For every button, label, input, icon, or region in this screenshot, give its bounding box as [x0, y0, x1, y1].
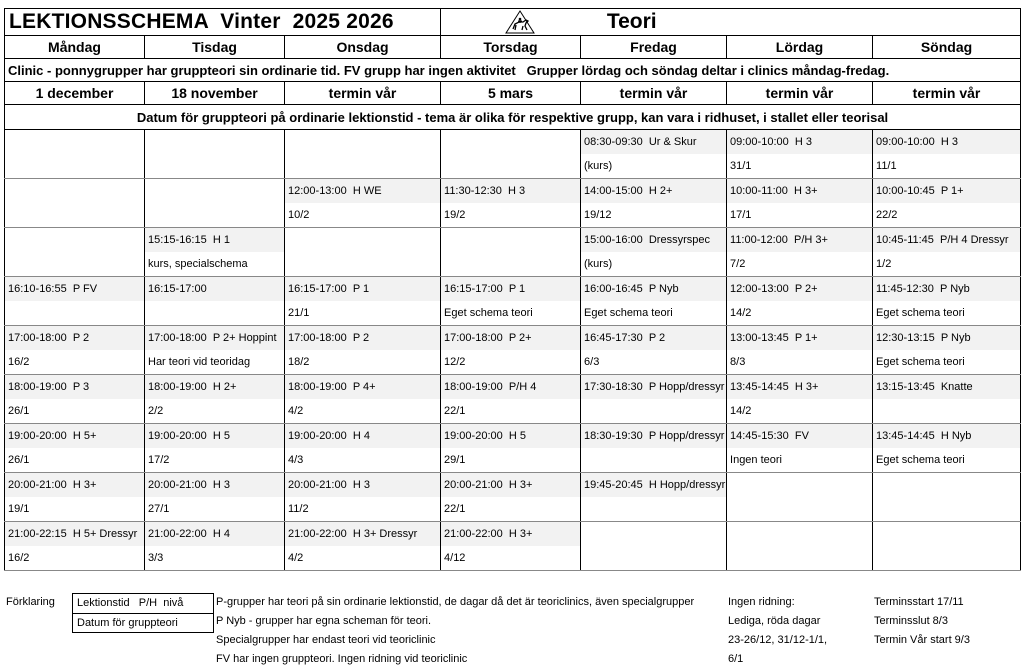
schedule-cell	[727, 375, 873, 424]
lesson-time	[145, 179, 284, 203]
theory-date: 26/1	[8, 405, 30, 417]
lesson-time: 13:00-13:45 P 1+	[727, 326, 872, 350]
schedule-cell	[285, 228, 441, 277]
theory-date	[5, 252, 144, 276]
schedule-row	[5, 522, 1021, 571]
schedule-row	[5, 179, 1021, 228]
schedule-cell	[873, 326, 1021, 375]
schedule-cell	[873, 375, 1021, 424]
datum-note: Datum för gruppteori på ordinarie lektionstid - tema är olika för respektive grupp, kan vara i ridhuset, i stallet eller teorisal	[5, 105, 1021, 130]
schedule-cell	[441, 228, 581, 277]
lesson-time	[5, 130, 144, 154]
lesson-time: 09:00-10:00 H 3	[727, 130, 872, 154]
schedule-cell	[285, 277, 441, 326]
lesson-time	[285, 130, 440, 154]
termin-text: Terminsslut 8/3	[874, 615, 948, 627]
theory-date: 19/1	[8, 503, 30, 515]
lesson-time: 21:00-22:00 H 4	[145, 522, 284, 546]
theory-date: 4/2	[288, 552, 304, 564]
schedule-cell	[727, 473, 873, 522]
lesson-time: 21:00-22:00 H 3+ Dressyr	[285, 522, 440, 546]
theory-date: Eget schema teori	[876, 307, 965, 319]
theory-date	[441, 154, 580, 178]
theory-date: 4/2	[288, 405, 304, 417]
lesson-time: 16:15-17:00 P 1	[285, 277, 440, 301]
theory-date	[5, 301, 144, 325]
lesson-time	[873, 473, 1020, 497]
schedule-cell	[145, 130, 285, 179]
theory-date: 18/2	[288, 356, 310, 368]
lesson-time: 18:00-19:00 H 2+	[145, 375, 284, 399]
theory-date: 29/1	[444, 454, 466, 466]
lesson-time: 11:30-12:30 H 3	[441, 179, 580, 203]
footer-note: P-grupper har teori på sin ordinarie lektionstid, de dagar då det är teoriclinics, även specialgrupper	[216, 596, 695, 608]
lesson-time: 19:00-20:00 H 5+	[5, 424, 144, 448]
theory-date	[873, 399, 1020, 423]
lesson-time: 16:10-16:55 P FV	[5, 277, 144, 301]
theory-date: Har teori vid teoridag	[148, 356, 251, 368]
lesson-time: 15:00-16:00 Dressyrspec	[581, 228, 726, 252]
schedule-cell	[145, 522, 285, 571]
lesson-time	[727, 522, 872, 546]
lesson-time: 20:00-21:00 H 3	[145, 473, 284, 497]
schedule-cell	[145, 424, 285, 473]
schedule-row	[5, 326, 1021, 375]
schedule-cell	[581, 228, 727, 277]
theory-date	[581, 448, 726, 472]
lesson-time: 12:00-13:00 H WE	[285, 179, 440, 203]
lesson-time: 11:00-12:00 P/H 3+	[727, 228, 872, 252]
lesson-time: 13:45-14:45 H Nyb	[873, 424, 1020, 448]
schedule-cell	[441, 375, 581, 424]
schedule-cell	[873, 179, 1021, 228]
lesson-time	[581, 522, 726, 546]
date-wednesday: termin vår	[285, 82, 441, 105]
lesson-time: 14:00-15:00 H 2+	[581, 179, 726, 203]
date-friday: termin vår	[581, 82, 727, 105]
footer-note: Specialgrupper har endast teori vid teoriclinic	[216, 634, 436, 646]
schedule-cell	[145, 228, 285, 277]
theory-date: 2/2	[148, 405, 164, 417]
lesson-time: 16:15-17:00	[145, 277, 284, 301]
theory-date: 4/3	[288, 454, 304, 466]
lesson-time: 18:00-19:00 P 4+	[285, 375, 440, 399]
day-header-tuesday: Tisdag	[145, 36, 285, 59]
theory-date: 6/3	[584, 356, 600, 368]
schedule-cell	[5, 277, 145, 326]
theory-date: 26/1	[8, 454, 30, 466]
lesson-time: 18:30-19:30 P Hopp/dressyr	[581, 424, 726, 448]
lesson-time	[5, 228, 144, 252]
lesson-time: 20:00-21:00 H 3+	[5, 473, 144, 497]
schedule-row	[5, 375, 1021, 424]
schedule-cell	[873, 228, 1021, 277]
theory-date: 8/3	[730, 356, 746, 368]
date-thursday: 5 mars	[441, 82, 581, 105]
lesson-time: 21:00-22:15 H 5+ Dressyr	[5, 522, 144, 546]
theory-date	[873, 497, 1020, 521]
day-header-sunday: Söndag	[873, 36, 1021, 59]
schedule-row	[5, 277, 1021, 326]
schedule-cell	[581, 277, 727, 326]
theory-date: 16/2	[8, 356, 30, 368]
theory-date: 17/2	[148, 454, 170, 466]
schedule-cell	[441, 277, 581, 326]
schedule-cell	[581, 424, 727, 473]
title-cell	[5, 9, 441, 36]
theory-date: 14/2	[730, 405, 752, 417]
schedule-cell	[727, 179, 873, 228]
theory-date	[145, 203, 284, 227]
subtitle-cell	[441, 9, 1021, 36]
theory-date	[5, 154, 144, 178]
date-tuesday: 18 november	[145, 82, 285, 105]
day-header-thursday: Torsdag	[441, 36, 581, 59]
theory-date: 17/1	[730, 209, 752, 221]
lesson-time: 15:15-16:15 H 1	[145, 228, 284, 252]
ingen-ridning-text: Ingen ridning:	[728, 596, 795, 608]
theory-date: 19/12	[584, 209, 612, 221]
schedule-cell	[5, 424, 145, 473]
lesson-time: 13:15-13:45 Knatte	[873, 375, 1020, 399]
schedule-cell	[5, 375, 145, 424]
day-header-saturday: Lördag	[727, 36, 873, 59]
lesson-time	[441, 130, 580, 154]
theory-date: Eget schema teori	[876, 356, 965, 368]
lesson-time	[873, 522, 1020, 546]
theory-date: 4/12	[444, 552, 466, 564]
theory-date: 22/2	[876, 209, 898, 221]
lesson-time: 08:30-09:30 Ur & Skur	[581, 130, 726, 154]
theory-date: 31/1	[730, 160, 752, 172]
date-saturday: termin vår	[727, 82, 873, 105]
lesson-time: 17:00-18:00 P 2	[5, 326, 144, 350]
schedule-cell	[145, 473, 285, 522]
theory-date: 14/2	[730, 307, 752, 319]
schedule-cell	[285, 424, 441, 473]
forklaring-label: Förklaring	[6, 596, 55, 608]
date-sunday: termin vår	[873, 82, 1021, 105]
theory-date: (kurs)	[584, 258, 613, 270]
schedule-cell	[285, 473, 441, 522]
theory-date: 16/2	[8, 552, 30, 564]
legend-divider	[73, 613, 213, 614]
schedule-cell	[873, 522, 1021, 571]
legend-line-1: Lektionstid P/H nivå	[77, 597, 184, 609]
lesson-time	[145, 130, 284, 154]
theory-date: 1/2	[876, 258, 892, 270]
theory-date: 11/2	[288, 503, 309, 515]
schedule-cell	[581, 375, 727, 424]
theory-date: Eget schema teori	[876, 454, 965, 466]
schedule-row	[5, 473, 1021, 522]
schedule-cell	[727, 228, 873, 277]
schedule-cell	[5, 228, 145, 277]
page-title: LEKTIONSSCHEMA Vinter 2025 2026	[9, 10, 394, 33]
schedule-cell	[285, 130, 441, 179]
lesson-time: 19:00-20:00 H 4	[285, 424, 440, 448]
schedule-cell	[581, 179, 727, 228]
schedule-cell	[441, 424, 581, 473]
lesson-time: 16:00-16:45 P Nyb	[581, 277, 726, 301]
lesson-time: 19:00-20:00 H 5	[441, 424, 580, 448]
theory-date	[145, 301, 284, 325]
schedule-cell	[581, 326, 727, 375]
lesson-time: 14:45-15:30 FV	[727, 424, 872, 448]
theory-date	[581, 399, 726, 423]
lesson-time	[727, 473, 872, 497]
schedule-cell	[5, 326, 145, 375]
schedule-cell	[441, 473, 581, 522]
theory-date: Eget schema teori	[444, 307, 533, 319]
lesson-time	[441, 228, 580, 252]
schedule-cell	[873, 277, 1021, 326]
schedule-row	[5, 228, 1021, 277]
ingen-ridning-text: 6/1	[728, 653, 744, 665]
lesson-time: 17:00-18:00 P 2+	[441, 326, 580, 350]
schedule-cell	[873, 473, 1021, 522]
horse-rider-logo-icon	[503, 9, 537, 35]
legend-line-2: Datum för gruppteori	[77, 617, 178, 629]
lesson-time: 17:00-18:00 P 2	[285, 326, 440, 350]
lesson-time: 18:00-19:00 P/H 4	[441, 375, 580, 399]
lesson-time: 09:00-10:00 H 3	[873, 130, 1020, 154]
lesson-time: 13:45-14:45 H 3+	[727, 375, 872, 399]
lesson-time: 19:45-20:45 H Hopp/dressyr	[581, 473, 726, 497]
theory-date: 27/1	[148, 503, 170, 515]
schedule-cell	[285, 179, 441, 228]
lesson-time: 20:00-21:00 H 3	[285, 473, 440, 497]
lesson-time	[285, 228, 440, 252]
schedule-cell	[285, 522, 441, 571]
date-monday: 1 december	[5, 82, 145, 105]
schedule-cell	[441, 130, 581, 179]
schedule-cell	[145, 326, 285, 375]
schedule-cell	[441, 326, 581, 375]
schedule-cell	[145, 179, 285, 228]
theory-date: Ingen teori	[730, 454, 782, 466]
legend-box	[72, 593, 214, 633]
day-header-monday: Måndag	[5, 36, 145, 59]
theory-date	[581, 497, 726, 521]
lesson-time: 16:45-17:30 P 2	[581, 326, 726, 350]
schedule-cell	[581, 473, 727, 522]
lesson-time: 21:00-22:00 H 3+	[441, 522, 580, 546]
theory-date: 11/1	[876, 160, 897, 172]
schedule-cell	[285, 326, 441, 375]
footer-note: FV har ingen gruppteori. Ingen ridning vid teoriclinic	[216, 653, 468, 665]
theory-date	[285, 154, 440, 178]
theory-date: 22/1	[444, 405, 466, 417]
schedule-table	[4, 8, 1021, 571]
theory-date	[727, 497, 872, 521]
lesson-time: 10:00-10:45 P 1+	[873, 179, 1020, 203]
schedule-cell	[5, 130, 145, 179]
theory-date: 7/2	[730, 258, 746, 270]
theory-date	[873, 546, 1020, 570]
lesson-time: 16:15-17:00 P 1	[441, 277, 580, 301]
schedule-cell	[873, 424, 1021, 473]
schedule-row	[5, 424, 1021, 473]
clinic-note: Clinic - ponnygrupper har gruppteori sin ordinarie tid. FV grupp har ingen aktivitet Grupper lördag och söndag deltar i clinics måndag-fredag.	[5, 59, 1021, 82]
ingen-ridning-text: 23-26/12, 31/12-1/1,	[728, 634, 828, 646]
ingen-ridning-text: Lediga, röda dagar	[728, 615, 821, 627]
schedule-cell	[873, 130, 1021, 179]
schedule-cell	[285, 375, 441, 424]
theory-date	[581, 546, 726, 570]
lesson-time: 12:00-13:00 P 2+	[727, 277, 872, 301]
schedule-row	[5, 130, 1021, 179]
theory-date: 22/1	[444, 503, 466, 515]
lesson-time: 19:00-20:00 H 5	[145, 424, 284, 448]
theory-date: 3/3	[148, 552, 164, 564]
theory-date	[441, 252, 580, 276]
termin-text: Terminsstart 17/11	[874, 596, 964, 608]
theory-date	[727, 546, 872, 570]
theory-date	[285, 252, 440, 276]
legend-footer	[0, 592, 1024, 671]
theory-date: Eget schema teori	[584, 307, 673, 319]
lesson-time: 18:00-19:00 P 3	[5, 375, 144, 399]
theory-date: 19/2	[444, 209, 466, 221]
theory-date	[5, 203, 144, 227]
day-header-wednesday: Onsdag	[285, 36, 441, 59]
lesson-time: 12:30-13:15 P Nyb	[873, 326, 1020, 350]
theory-date: 12/2	[444, 356, 466, 368]
schedule-cell	[581, 130, 727, 179]
schedule-cell	[441, 522, 581, 571]
schedule-cell	[727, 326, 873, 375]
lesson-time: 10:45-11:45 P/H 4 Dressyr	[873, 228, 1020, 252]
page-subtitle: Teori	[606, 9, 657, 33]
schedule-cell	[727, 424, 873, 473]
lesson-time: 17:00-18:00 P 2+ Hoppint	[145, 326, 284, 350]
termin-text: Termin Vår start 9/3	[874, 634, 970, 646]
day-header-friday: Fredag	[581, 36, 727, 59]
schedule-cell	[5, 473, 145, 522]
schedule-cell	[145, 375, 285, 424]
theory-date: kurs, specialschema	[148, 258, 248, 270]
schedule-cell	[145, 277, 285, 326]
schedule-cell	[727, 522, 873, 571]
schedule-cell	[5, 179, 145, 228]
theory-date: (kurs)	[584, 160, 613, 172]
lesson-time: 20:00-21:00 H 3+	[441, 473, 580, 497]
lesson-time: 11:45-12:30 P Nyb	[873, 277, 1020, 301]
schedule-cell	[5, 522, 145, 571]
schedule-cell	[727, 130, 873, 179]
theory-date: 21/1	[288, 307, 310, 319]
schedule-cell	[581, 522, 727, 571]
lesson-time: 10:00-11:00 H 3+	[727, 179, 872, 203]
lesson-time	[5, 179, 144, 203]
schedule-cell	[441, 179, 581, 228]
lesson-time: 17:30-18:30 P Hopp/dressyr	[581, 375, 726, 399]
footer-note: P Nyb - grupper har egna scheman för teori.	[216, 615, 432, 627]
schedule-cell	[727, 277, 873, 326]
theory-date: 10/2	[288, 209, 310, 221]
theory-date	[145, 154, 284, 178]
